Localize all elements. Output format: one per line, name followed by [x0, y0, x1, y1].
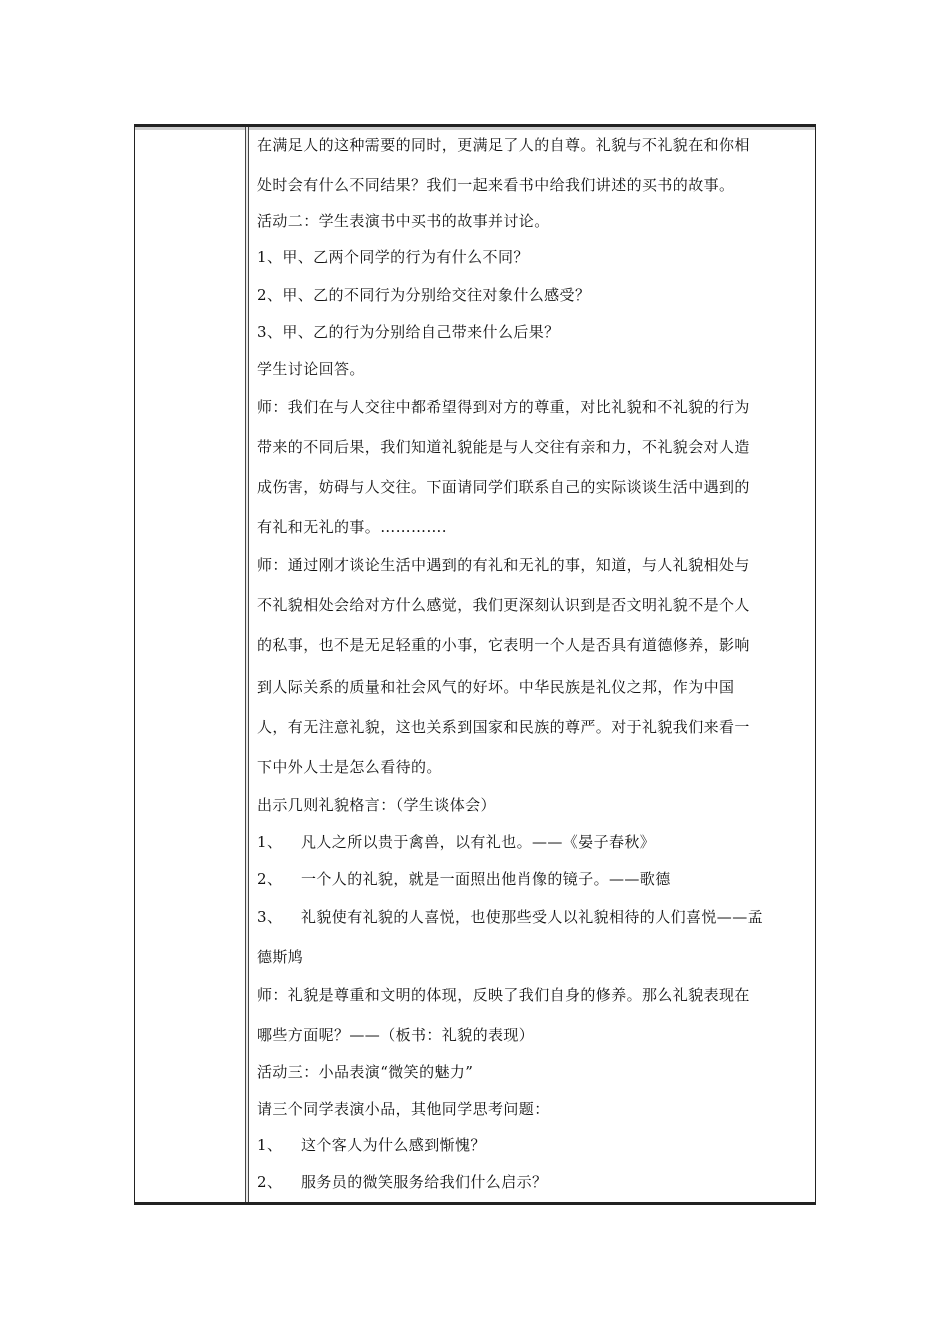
table-left-cell	[135, 127, 245, 1202]
question-number: 2、	[257, 1173, 283, 1191]
text-line: 学生讨论回答。	[257, 360, 365, 378]
quote-number: 1、	[257, 833, 283, 851]
text-line: 不礼貌相处会给对方什么感觉，我们更深刻认识到是否文明礼貌不是个人	[257, 596, 750, 614]
text-line: 师：礼貌是尊重和文明的体现，反映了我们自身的修养。那么礼貌表现在	[257, 986, 750, 1004]
quote-item	[257, 869, 805, 889]
question-item	[257, 1135, 805, 1155]
text-line: 处时会有什么不同结果？我们一起来看书中给我们讲述的买书的故事。	[257, 176, 735, 194]
activity-heading: 活动二：学生表演书中买书的故事并讨论。	[257, 212, 550, 230]
quote-continuation: 德斯鸠	[257, 948, 304, 966]
text-line: 带来的不同后果，我们知道礼貌能是与人交往有亲和力，不礼貌会对人造	[257, 438, 750, 456]
text-line: 有礼和无礼的事。………….	[257, 518, 447, 536]
question-line: 2、甲、乙的不同行为分别给交往对象什么感受？	[257, 286, 591, 304]
text-line: 师：我们在与人交往中都希望得到对方的尊重，对比礼貌和不礼貌的行为	[257, 398, 750, 416]
quote-item	[257, 832, 805, 852]
text-line: 在满足人的这种需要的同时，更满足了人的自尊。礼貌与不礼貌在和你相	[257, 136, 750, 154]
text-line: 下中外人士是怎么看待的。	[257, 758, 442, 776]
question-number: 1、	[257, 1136, 283, 1154]
text-line: 成伤害，妨碍与人交往。下面请同学们联系自己的实际谈谈生活中遇到的	[257, 478, 750, 496]
quote-text: 礼貌使有礼貌的人喜悦，也使那些受人以礼貌相待的人们喜悦——孟	[301, 908, 764, 926]
column-divider	[245, 127, 249, 1202]
text-line: 出示几则礼貌格言：（学生谈体会）	[257, 796, 496, 814]
quote-item	[257, 907, 805, 927]
quote-text: 一个人的礼貌，就是一面照出他肖像的镜子。——歌德	[301, 870, 671, 888]
text-line: 请三个同学表演小品，其他同学思考问题：	[257, 1100, 550, 1118]
text-line: 师：通过刚才谈论生活中遇到的有礼和无礼的事，知道，与人礼貌相处与	[257, 556, 750, 574]
question-line: 1、甲、乙两个同学的行为有什么不同？	[257, 248, 529, 266]
text-line: 的私事，也不是无足轻重的小事，它表明一个人是否具有道德修养，影响	[257, 636, 750, 654]
activity-heading: 活动三：小品表演“微笑的魅力”	[257, 1063, 474, 1081]
question-line: 3、甲、乙的行为分别给自己带来什么后果？	[257, 323, 560, 341]
quote-text: 凡人之所以贵于禽兽，以有礼也。——《晏子春秋》	[301, 833, 656, 851]
text-line: 人，有无注意礼貌，这也关系到国家和民族的尊严。对于礼貌我们来看一	[257, 718, 750, 736]
quote-number: 2、	[257, 870, 283, 888]
text-line: 哪些方面呢？——（板书：礼貌的表现）	[257, 1026, 535, 1044]
quote-number: 3、	[257, 908, 283, 926]
question-item	[257, 1172, 805, 1192]
question-text: 这个客人为什么感到惭愧？	[301, 1136, 486, 1154]
text-line: 到人际关系的质量和社会风气的好坏。中华民族是礼仪之邦，作为中国	[257, 678, 735, 696]
lesson-table	[134, 124, 816, 1205]
question-text: 服务员的微笑服务给我们什么启示？	[301, 1173, 548, 1191]
lesson-content	[257, 127, 805, 1202]
